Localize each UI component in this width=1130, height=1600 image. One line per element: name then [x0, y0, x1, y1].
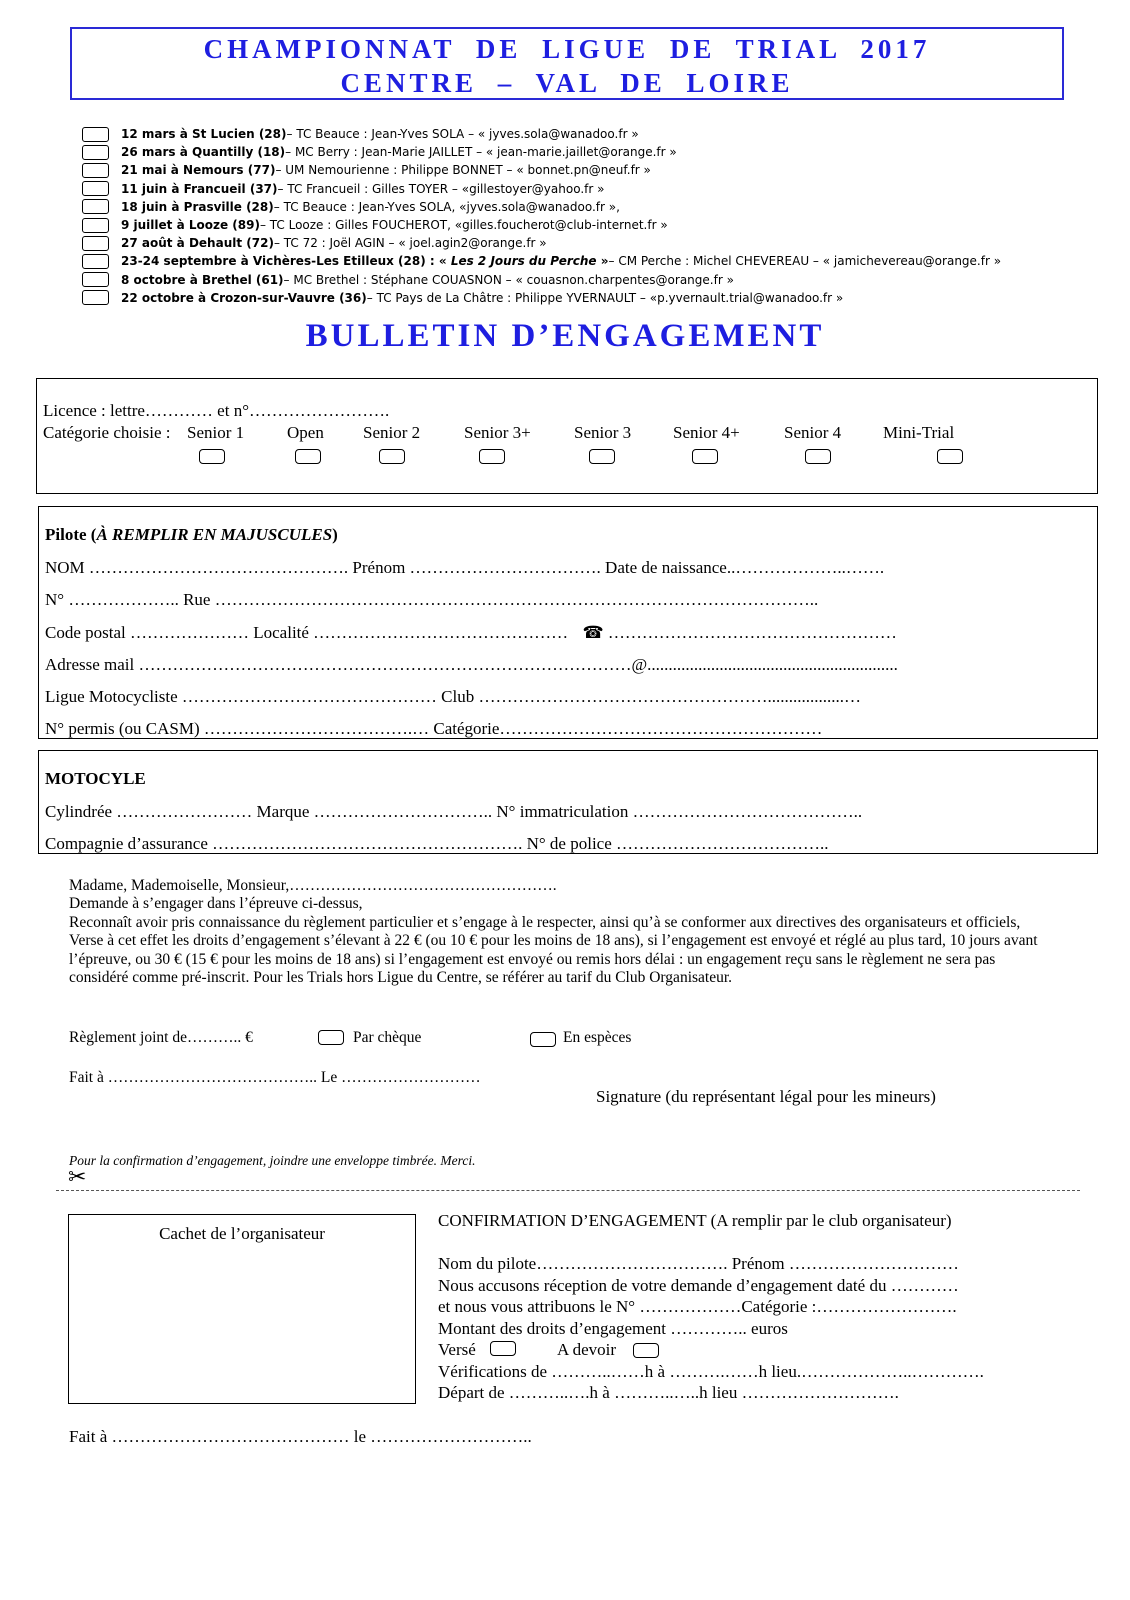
- enveloppe-note: Pour la confirmation d’engagement, joindre une enveloppe timbrée. Merci.: [69, 1153, 476, 1168]
- event-club-contact: – TC Beauce : Jean-Yves SOLA, «jyves.sola@wanadoo.fr »,: [273, 199, 620, 214]
- event-club-contact: – UM Nemourienne : Philippe BONNET – « bonnet.pn@neuf.fr »: [275, 163, 651, 178]
- event-row: [82, 198, 1082, 216]
- declaration-line-fees: Verse à cet effet les droits d’engagement s’élevant à 22 € (ou 10 € pour les moins de 18 ans), si l’engagement est envoyé et réglé au plus tard, 10 jours avant l’épreuve, ou 30 € (15 € pour les moins de 18 ans) si l’engagement est envoyé ou remis hors délai : un engagement reçu sans le règlement ne sera pas considéré comme pré-inscrit. Pour les Trials hors Ligue du Centre, se référer au tarif du Club Organisateur.: [69, 932, 1038, 987]
- event-checkbox[interactable]: [82, 236, 109, 251]
- event-club-contact: – TC Pays de La Châtre : Philippe YVERNAULT – «p.yvernault.trial@wanadoo.fr »: [366, 290, 844, 305]
- event-row: [82, 143, 1082, 161]
- event-row: [82, 252, 1082, 270]
- category-checkbox-3[interactable]: [479, 449, 505, 464]
- permis-field[interactable]: N° permis (ou CASM) ……………………………….… Catégorie…………………………………………………: [45, 719, 823, 738]
- event-club-contact: – MC Berry : Jean-Marie JAILLET – « jean-marie.jaillet@orange.fr »: [285, 145, 677, 160]
- event-date-place: 26 mars à Quantilly (18): [121, 145, 286, 160]
- cachet-label: Cachet de l’organisateur: [159, 1224, 325, 1243]
- confirmation-title: CONFIRMATION D’ENGAGEMENT (A remplir par le club organisateur): [438, 1211, 952, 1230]
- reglement-amount[interactable]: Règlement joint de……….. €: [69, 1029, 253, 1046]
- cut-line: [56, 1190, 1080, 1191]
- confirmation-nom[interactable]: Nom du pilote……………………………. Prénom …………………………: [438, 1254, 959, 1273]
- category-label-7: Mini-Trial: [883, 423, 955, 442]
- event-date-place: 12 mars à St Lucien (28): [121, 127, 287, 142]
- event-row: [82, 234, 1082, 252]
- pilote-heading-label: Pilote (: [45, 525, 97, 544]
- event-checkbox[interactable]: [82, 272, 109, 287]
- bulletin-title: BULLETIN D’ENGAGEMENT: [305, 318, 825, 354]
- verifications-field[interactable]: Vérifications de ………..……h à ……….……h lieu.………………..………….: [438, 1362, 984, 1381]
- event-row: [82, 216, 1082, 234]
- email-field[interactable]: Adresse mail ……………………………………………………………………………@...........................................................: [45, 655, 898, 674]
- event-checkbox[interactable]: [82, 199, 109, 214]
- confirmation-attrib[interactable]: et nous vous attribuons le N° ………………Catégorie :…………………….: [438, 1297, 957, 1316]
- licence-line: Licence : lettre………… et n°…………………….: [43, 401, 390, 420]
- cylindree-field[interactable]: Cylindrée …………………… Marque ………………………….. N° immatriculation …………………………………..: [45, 802, 863, 821]
- pilote-section: [38, 506, 1098, 739]
- fait-a-field[interactable]: Fait à ………………………………….. Le ………………………: [69, 1069, 481, 1086]
- region-title: CENTRE – VAL DE LOIRE: [340, 68, 794, 98]
- category-checkbox-4[interactable]: [589, 449, 615, 464]
- category-label-2: Senior 2: [363, 423, 421, 442]
- event-club-contact: – TC Beauce : Jean-Yves SOLA – « jyves.sola@wanadoo.fr »: [286, 127, 639, 142]
- phone-icon: ☎: [582, 623, 604, 642]
- event-club-contact: – MC Brethel : Stéphane COUASNON – « couasnon.charpentes@orange.fr »: [283, 272, 734, 287]
- event-date-place: 11 juin à Francueil (37): [121, 181, 278, 196]
- event-row: [82, 289, 1082, 307]
- especes-checkbox[interactable]: [530, 1032, 556, 1047]
- event-checkbox[interactable]: [82, 290, 109, 305]
- event-date-place: 27 août à Dehault (72): [121, 236, 274, 251]
- category-label-4: Senior 3: [574, 423, 632, 442]
- category-checkbox-5[interactable]: [692, 449, 718, 464]
- event-checkbox[interactable]: [82, 218, 109, 233]
- category-label-5: Senior 4+: [673, 423, 740, 442]
- verse-label: Versé: [438, 1340, 476, 1359]
- event-list: [82, 125, 1082, 307]
- phone-field[interactable]: ……………………………………………: [603, 623, 897, 642]
- motocycle-heading: MOTOCYLE: [45, 769, 146, 788]
- declaration-line-name[interactable]: Madame, Mademoiselle, Monsieur,…………………………………………….: [69, 877, 557, 894]
- pilote-heading-note: À REMPLIR EN MAJUSCULES: [96, 525, 333, 544]
- pilote-heading: [45, 525, 338, 545]
- category-checkbox-1[interactable]: [295, 449, 321, 464]
- especes-label: En espèces: [563, 1029, 632, 1046]
- motocycle-section: [38, 750, 1098, 854]
- event-subtitle: Les 2 Jours du Perche: [450, 254, 597, 269]
- event-row: [82, 125, 1082, 143]
- code-postal-text: Code postal ………………… Localité ………………………………………: [45, 623, 569, 642]
- verse-checkbox[interactable]: [490, 1341, 516, 1356]
- pilote-heading-close: ): [332, 525, 338, 544]
- championship-title: CHAMPIONNAT DE LIGUE DE TRIAL 2017: [203, 34, 931, 64]
- rue-field[interactable]: N° ……………….. Rue ……………………………………………………………………………………………..: [45, 590, 819, 609]
- scissors-icon: ✂: [68, 1165, 87, 1190]
- event-club-contact: – TC 72 : Joël AGIN – « joel.agin2@orange.fr »: [273, 236, 547, 251]
- event-checkbox[interactable]: [82, 145, 109, 160]
- event-club-contact: – TC Looze : Gilles FOUCHEROT, «gilles.foucherot@club-internet.fr »: [259, 218, 668, 233]
- category-label: Catégorie choisie :: [43, 423, 171, 442]
- category-label-6: Senior 4: [784, 423, 842, 442]
- event-date-place: 9 juillet à Looze (89): [121, 218, 260, 233]
- category-label-1: Open: [287, 423, 324, 442]
- event-row: [82, 161, 1082, 179]
- category-checkbox-6[interactable]: [805, 449, 831, 464]
- event-date-place: 22 octobre à Crozon-sur-Vauvre (36): [121, 290, 367, 305]
- event-date-place: 8 octobre à Brethel (61): [121, 272, 284, 287]
- event-date-place: 18 juin à Prasville (28): [121, 199, 274, 214]
- category-checkbox-7[interactable]: [937, 449, 963, 464]
- event-row: [82, 271, 1082, 289]
- category-checkbox-2[interactable]: [379, 449, 405, 464]
- cachet-box: [68, 1214, 416, 1404]
- category-checkbox-0[interactable]: [199, 449, 225, 464]
- declaration-text: [69, 877, 1044, 987]
- signature-label: Signature (du représentant légal pour les mineurs): [596, 1087, 936, 1106]
- event-club-contact: – TC Francueil : Gilles TOYER – «gillestoyer@yahoo.fr »: [277, 181, 605, 196]
- event-date-place: 21 mai à Nemours (77): [121, 163, 276, 178]
- code-postal-field[interactable]: [45, 623, 897, 643]
- confirmation-montant[interactable]: Montant des droits d’engagement ………….. euros: [438, 1319, 788, 1338]
- event-checkbox[interactable]: [82, 254, 109, 269]
- category-label-3: Senior 3+: [464, 423, 531, 442]
- category-label-0: Senior 1: [187, 423, 245, 442]
- depart-field[interactable]: Départ de ………..….h à ………..…..h lieu ……………………….: [438, 1383, 899, 1402]
- ligue-club-field[interactable]: Ligue Motocycliste ……………………………………… Club ……………………………………………..................…: [45, 687, 861, 706]
- confirmation-accuse[interactable]: Nous accusons réception de votre demande d’engagement daté du …………: [438, 1276, 959, 1295]
- cheque-checkbox[interactable]: [318, 1030, 344, 1045]
- declaration-line-rules: Reconnaît avoir pris connaissance du règlement particulier et s’engage à le respecter, ainsi qu’à se conformer aux directives des organisateurs et officiels,: [69, 913, 1021, 931]
- event-row: [82, 180, 1082, 198]
- event-checkbox[interactable]: [82, 181, 109, 196]
- header-title-box: [70, 27, 1064, 100]
- nom-field[interactable]: NOM ………………………………………. Prénom ……………………………. Date de naissance..………………..…….: [45, 558, 885, 577]
- event-club-contact: – CM Perche : Michel CHEVEREAU – « jamichevereau@orange.fr »: [608, 254, 1002, 269]
- event-date-place: 23-24 septembre à Vichères-Les Etilleux (28) : « Les 2 Jours du Perche »: [121, 254, 609, 269]
- assurance-field[interactable]: Compagnie d’assurance ………………………………………………. N° de police ………………………………..: [45, 834, 829, 853]
- cheque-label: Par chèque: [353, 1029, 422, 1046]
- declaration-line-request: Demande à s’engager dans l’épreuve ci-dessus,: [69, 895, 363, 913]
- event-checkbox[interactable]: [82, 127, 109, 142]
- licence-section: [36, 378, 1098, 494]
- event-checkbox[interactable]: [82, 163, 109, 178]
- devoir-label: A devoir: [557, 1340, 617, 1359]
- devoir-checkbox[interactable]: [633, 1343, 659, 1358]
- fait-bottom-field[interactable]: Fait à …………………………………… le ………………………..: [69, 1427, 532, 1446]
